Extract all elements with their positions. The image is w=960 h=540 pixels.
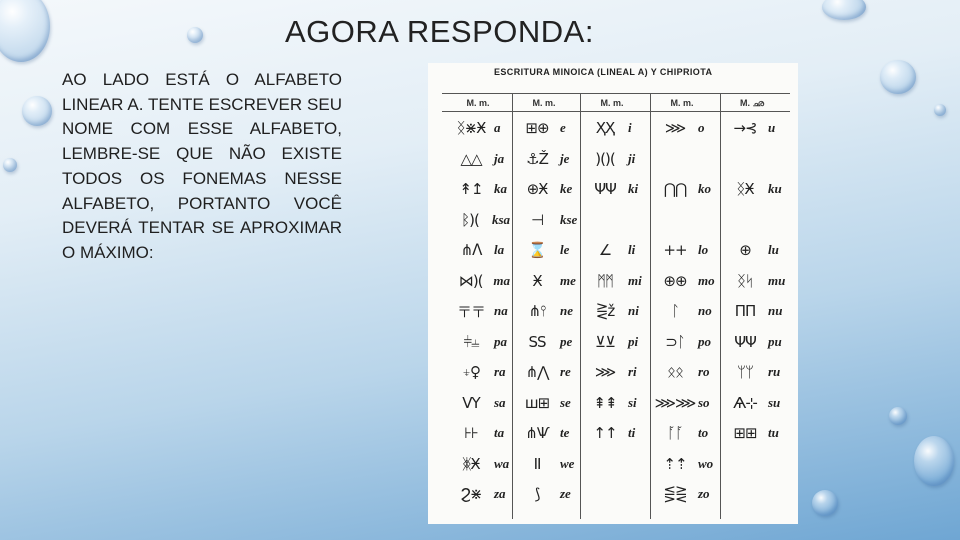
syllable-cell <box>514 327 578 357</box>
water-drop <box>812 490 838 516</box>
syllable-cell <box>652 296 718 326</box>
linear-a-glyph: ⚓Ž <box>526 149 548 168</box>
syllable-cell <box>514 144 578 174</box>
column-header: M. m. <box>600 98 624 108</box>
linear-a-glyph: ⴸY <box>462 393 480 412</box>
linear-a-glyph: II <box>533 454 541 473</box>
column-header: M. m. <box>466 98 490 108</box>
syllable-cell <box>722 357 788 387</box>
syllable-cell <box>448 418 510 448</box>
linear-a-glyph: ⋈)( <box>458 271 483 290</box>
water-drop <box>880 60 916 94</box>
table-rule <box>442 111 790 112</box>
column-divider <box>650 93 651 519</box>
water-drop <box>934 104 946 116</box>
water-drop <box>914 436 954 486</box>
syllable-label: wa <box>494 455 510 471</box>
syllable-cell <box>722 144 788 174</box>
syllable-cell <box>514 357 578 387</box>
linear-a-glyph: ΨΨ <box>594 180 616 198</box>
syllable-cell <box>722 174 788 204</box>
linear-a-glyph: ᛗᛗ <box>596 271 613 290</box>
syllable-cell <box>514 388 578 418</box>
linear-a-glyph: ⌛ <box>528 241 546 259</box>
linear-a-glyph: ш⊞ <box>524 393 550 412</box>
slide-title: AGORA RESPONDA: <box>285 14 594 49</box>
syllable-label: su <box>768 394 781 410</box>
linear-a-glyph: ᛝӾ <box>736 180 754 198</box>
linear-a-glyph: ⋔⫯ <box>528 302 546 320</box>
syllable-label: za <box>494 486 506 501</box>
syllable-cell <box>448 113 510 143</box>
syllable-cell <box>652 205 718 235</box>
water-drop <box>889 407 907 425</box>
linear-a-glyph: ᛝ⋇Ӿ <box>456 119 486 137</box>
syllable-label: la <box>494 242 505 257</box>
linear-a-glyph: ⋚⋛ <box>663 485 687 503</box>
syllable-cell <box>652 418 718 448</box>
syllable-cell <box>514 174 578 204</box>
syllable-cell <box>652 266 718 296</box>
syllable-cell <box>448 479 510 509</box>
syllable-label: sa <box>494 394 506 410</box>
syllable-label: mu <box>768 272 786 288</box>
linear-a-glyph: ⍖♀ <box>462 363 480 381</box>
syllable-label: se <box>560 394 571 410</box>
syllable-cell <box>514 418 578 448</box>
linear-a-glyph: Ӿ <box>532 271 542 290</box>
syllable-label: ku <box>768 181 782 196</box>
syllable-cell <box>722 449 788 479</box>
syllable-cell <box>448 296 510 326</box>
linear-a-glyph: ⊕ <box>739 241 751 259</box>
syllable-label: ko <box>698 181 711 196</box>
water-drop <box>187 27 203 43</box>
syllable-label: so <box>698 394 710 410</box>
syllable-label: wo <box>698 455 714 471</box>
syllable-label: mi <box>628 272 642 288</box>
linear-a-glyph: ⊦⊦ <box>464 424 478 442</box>
syllable-label: ro <box>698 364 710 379</box>
linear-a-glyph: ᛚ <box>670 302 679 320</box>
syllable-label: we <box>560 455 575 471</box>
syllable-label: i <box>628 120 632 135</box>
syllable-cell <box>652 235 718 265</box>
syllable-label: u <box>768 120 776 135</box>
syllable-label: ja <box>494 150 505 166</box>
syllable-label: ki <box>628 181 639 196</box>
syllable-cell <box>652 388 718 418</box>
syllable-label: ri <box>628 364 637 379</box>
syllable-cell <box>514 449 578 479</box>
syllable-cell <box>582 113 648 143</box>
linear-a-glyph: )()( <box>595 149 615 168</box>
water-drop <box>0 0 50 62</box>
syllable-cell <box>514 266 578 296</box>
syllable-cell <box>514 235 578 265</box>
syllable-label: le <box>560 242 570 257</box>
linear-a-glyph: ⋔Ѱ <box>525 424 549 442</box>
syllable-cell <box>652 144 718 174</box>
linear-a-glyph: ↟↥ <box>459 180 483 198</box>
syllable-cell <box>582 205 648 235</box>
linear-a-glyph: ⊞⊞ <box>733 424 757 442</box>
syllable-label: to <box>698 425 709 440</box>
linear-a-glyph: ᛝᛋ <box>736 271 753 290</box>
syllable-label: pe <box>560 333 573 349</box>
linear-a-glyph: ᛘᛘ <box>736 363 753 381</box>
syllable-cell <box>652 357 718 387</box>
syllable-label: ka <box>494 181 507 196</box>
column-header: M. m. <box>532 98 556 108</box>
syllable-label: kse <box>560 211 578 227</box>
syllable-label: a <box>494 120 501 135</box>
linear-a-glyph: ᛒ)( <box>461 210 479 229</box>
syllable-cell <box>582 449 648 479</box>
linear-a-glyph: ⊃ᛚ <box>665 332 685 351</box>
syllable-label: lu <box>768 242 779 257</box>
syllable-label: re <box>560 364 571 379</box>
syllable-label: si <box>628 394 637 410</box>
linear-a-glyph: ⋔⋀ <box>525 363 549 381</box>
syllable-label: ze <box>560 486 571 501</box>
syllable-cell <box>722 266 788 296</box>
table-title: ESCRITURA MINOICA (LINEAL A) Y CHIPRIOTA <box>494 67 713 77</box>
linear-a-glyph: Ϩ⋇ <box>460 485 482 503</box>
table-rule <box>442 93 790 94</box>
linear-a-glyph: ∠ <box>598 241 612 259</box>
syllable-cell <box>652 113 718 143</box>
syllable-label: li <box>628 242 636 257</box>
linear-a-glyph: ⋙ <box>594 363 616 381</box>
syllable-label: ni <box>628 303 639 318</box>
syllable-cell <box>722 388 788 418</box>
syllable-cell <box>722 418 788 448</box>
syllable-label: e <box>560 120 566 135</box>
water-drop <box>3 158 17 172</box>
syllable-label: po <box>698 333 711 349</box>
linear-a-glyph: ΠΠ <box>734 302 756 320</box>
linear-a-glyph: 〒〒 <box>456 302 485 321</box>
syllable-cell <box>582 235 648 265</box>
linear-a-glyph: ⊣ <box>530 210 544 229</box>
column-divider <box>580 93 581 519</box>
syllable-cell <box>448 388 510 418</box>
linear-a-glyph: ⫩⫨ <box>463 332 479 351</box>
syllable-cell <box>448 205 510 235</box>
column-divider <box>512 93 513 519</box>
syllable-label: o <box>698 120 705 135</box>
linear-a-glyph: ++ <box>663 241 687 259</box>
syllable-cell <box>582 174 648 204</box>
syllable-label: ji <box>628 150 636 166</box>
syllable-label: nu <box>768 303 783 318</box>
syllable-cell <box>582 266 648 296</box>
column-header: M. ഛ <box>739 98 765 108</box>
linear-a-glyph: ⋂⋂ <box>663 180 687 198</box>
syllable-cell <box>448 174 510 204</box>
syllable-cell <box>448 266 510 296</box>
linear-a-glyph: ΨΨ <box>734 332 756 351</box>
water-drop <box>822 0 866 20</box>
syllable-cell <box>514 479 578 509</box>
syllable-cell <box>582 418 648 448</box>
linear-a-glyph: ҲҲ <box>595 119 615 137</box>
syllable-label: ke <box>560 181 573 196</box>
syllable-label: pa <box>494 333 507 349</box>
syllable-label: ru <box>768 364 781 379</box>
syllable-cell <box>448 235 510 265</box>
syllable-cell <box>582 388 648 418</box>
linear-a-glyph: →⊰ <box>733 119 757 137</box>
syllable-label: lo <box>698 242 709 257</box>
syllable-label: pi <box>628 333 639 349</box>
syllable-cell <box>514 296 578 326</box>
syllable-cell <box>722 205 788 235</box>
syllable-cell <box>448 357 510 387</box>
syllable-cell <box>722 296 788 326</box>
syllable-label: ta <box>494 425 505 440</box>
syllable-label: pu <box>768 333 782 349</box>
syllable-label: na <box>494 303 508 318</box>
syllable-cell <box>582 327 648 357</box>
syllable-cell <box>582 479 648 509</box>
syllable-label: ksa <box>491 211 510 227</box>
water-drop <box>22 96 52 126</box>
syllable-cell <box>582 357 648 387</box>
syllable-label: me <box>560 272 576 288</box>
syllable-label: tu <box>768 425 779 440</box>
column-divider <box>720 93 721 519</box>
syllable-cell <box>582 144 648 174</box>
linear-a-glyph: ⊕⊕ <box>663 271 687 290</box>
syllable-cell <box>722 327 788 357</box>
syllable-cell <box>722 113 788 143</box>
syllable-cell <box>722 235 788 265</box>
syllable-cell <box>448 449 510 479</box>
linear-a-glyph: ⋙⋙ <box>654 393 696 412</box>
syllable-cell <box>448 144 510 174</box>
linear-a-glyph: Ѧ⊹ <box>733 393 757 412</box>
linear-a-glyph: ⋛ž <box>595 302 615 320</box>
syllable-label: ma <box>493 272 510 288</box>
syllable-label: ra <box>494 364 506 379</box>
syllable-cell <box>448 327 510 357</box>
linear-a-glyph: ᛤӾ <box>462 454 480 473</box>
syllable-label: no <box>698 303 712 318</box>
linear-a-glyph: SS <box>528 332 546 351</box>
linear-a-glyph: ⇡⇡ <box>663 454 687 473</box>
syllable-label: ne <box>560 303 573 318</box>
linear-a-glyph: ⊻⊻ <box>595 332 615 351</box>
linear-a-glyph: ⊕Ӿ <box>526 180 548 198</box>
syllable-label: mo <box>698 272 715 288</box>
syllable-label: je <box>560 150 570 166</box>
slide-instructions: AO LADO ESTÁ O ALFABETO LINEAR A. TENTE ESCREVER SEU NOME COM ESSE ALFABETO, LEMBRE-SE QUE NÃO EXISTE TODOS OS FONEMAS NESSE ALFABETO, PORTANTO VOCÊ DEVERÁ TENTAR SE APROXIMAR O MÁXIMO: <box>62 70 342 262</box>
linear-a-glyph: △△ <box>460 149 482 168</box>
linear-a-glyph: ⟆ <box>534 485 540 503</box>
syllable-cell <box>652 479 718 509</box>
syllable-label: te <box>560 425 570 440</box>
linear-a-glyph: ⊞⊕ <box>525 119 549 137</box>
syllable-label: ti <box>628 425 636 440</box>
syllable-cell <box>722 479 788 509</box>
linear-a-glyph: ⋔ᐱ <box>460 241 482 259</box>
syllable-cell <box>514 205 578 235</box>
column-header: M. m. <box>670 98 694 108</box>
syllable-cell <box>514 113 578 143</box>
linear-a-syllabary-table <box>428 63 798 524</box>
syllable-cell <box>652 174 718 204</box>
syllable-cell <box>652 449 718 479</box>
linear-a-glyph: ↑↑ <box>593 424 617 442</box>
syllable-cell <box>652 327 718 357</box>
linear-a-glyph: ᛟᛟ <box>666 363 683 381</box>
linear-a-glyph: ⋙ <box>664 119 686 137</box>
linear-a-glyph: ᚪᚪ <box>666 424 683 442</box>
syllable-label: zo <box>698 486 710 501</box>
syllable-cell <box>582 296 648 326</box>
linear-a-glyph: ⇞⇞ <box>593 393 617 412</box>
